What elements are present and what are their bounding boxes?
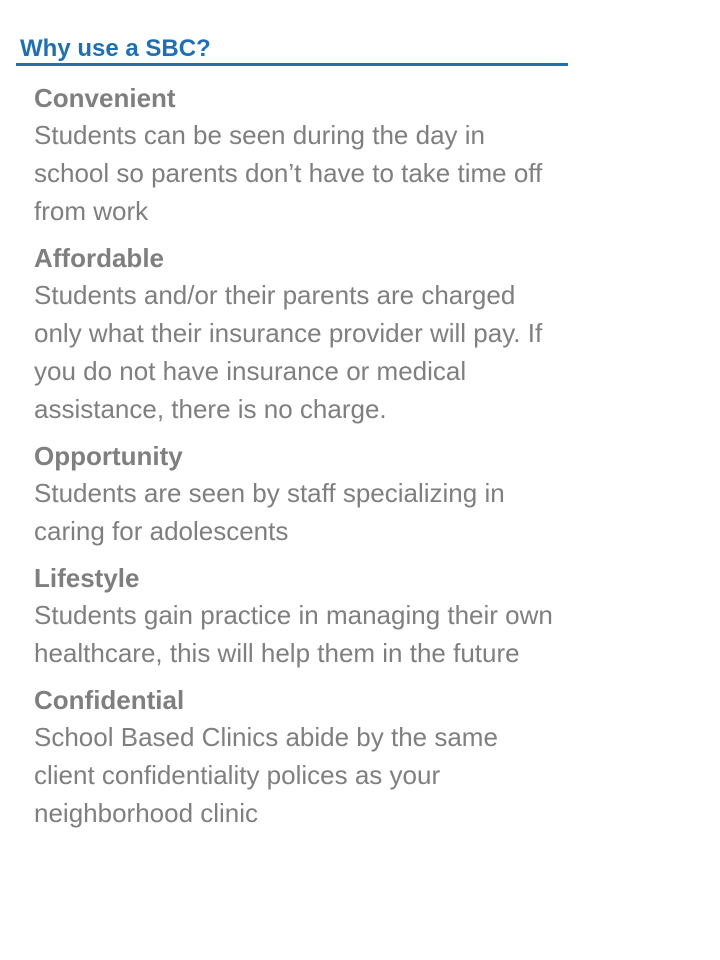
section-affordable <box>34 240 554 428</box>
page-title-underline <box>16 34 568 66</box>
section-body: Students are seen by staff specializing in caring for adolescents <box>34 478 505 546</box>
section-heading: Affordable <box>34 243 164 273</box>
page-title: Why use a SBC? <box>20 35 211 62</box>
section-body: Students gain practice in managing their own healthcare, this will help them in the future <box>34 600 553 668</box>
section-heading: Convenient <box>34 83 176 113</box>
section-lifestyle <box>34 560 554 672</box>
section-convenient <box>34 80 554 230</box>
section-body: Students can be seen during the day in school so parents don’t have to take time off from work <box>34 120 543 226</box>
section-confidential <box>34 682 554 832</box>
section-body: Students and/or their parents are charged only what their insurance provider will pay. If you do not have insurance or medical assistance, there is no charge. <box>34 280 543 424</box>
section-body: School Based Clinics abide by the same client confidentiality polices as your neighborhood clinic <box>34 722 498 828</box>
section-heading: Lifestyle <box>34 563 140 593</box>
section-opportunity <box>34 438 554 550</box>
benefits-list <box>34 80 554 842</box>
section-heading: Confidential <box>34 685 185 715</box>
section-heading: Opportunity <box>34 441 183 471</box>
